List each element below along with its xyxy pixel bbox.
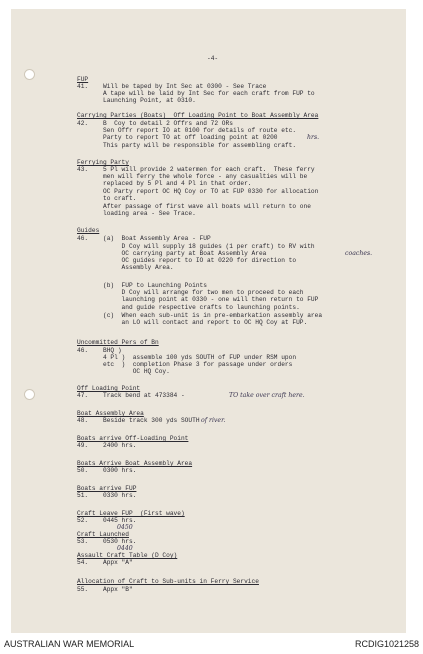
text-line: 53. 0530 hrs.	[77, 538, 137, 545]
text-line: launching point at 0330 - one will then return to FUP	[77, 296, 319, 303]
page-number: -4-	[207, 55, 219, 62]
section-heading: Boats arrive FUP	[77, 485, 137, 492]
text-line: After passage of first wave all boats will return to one	[77, 203, 311, 210]
section-heading: Off Loading Point	[77, 385, 141, 392]
section-heading: Boats arrive Off-Loading Point	[77, 435, 189, 442]
section-heading: Carrying Parties (Boats) Off Loading Point to Boat Assembly Area	[77, 112, 319, 119]
document-page	[11, 9, 406, 633]
text-line: 47. Track bend at 473384 -	[77, 392, 185, 399]
text-line: (b) FUP to Launching Points	[77, 282, 207, 289]
text-line: 55. Appx "B"	[77, 586, 133, 593]
text-line: 4 Pl ) assemble 100 yds SOUTH of FUP under RSM upon	[77, 354, 297, 361]
handwritten-note: 0450	[117, 524, 133, 531]
text-line: loading area - See Trace.	[77, 210, 196, 217]
section-heading: Assault Craft Table (D Coy)	[77, 552, 178, 559]
text-line: men will ferry the whole force - any casualties will be	[77, 173, 308, 180]
section-heading: Allocation of Craft to Sub-units in Ferry Service	[77, 578, 259, 585]
handwritten-note: coaches.	[345, 250, 373, 257]
text-line: OC HQ Coy.	[77, 368, 170, 375]
text-line: 41. Will be taped by Int Sec at 0300 - See Trace	[77, 83, 267, 90]
text-line: 48. Beside track 300 yds SOUTH	[77, 417, 200, 424]
text-line: Assembly Area.	[77, 264, 174, 271]
text-line: 52. 0445 hrs.	[77, 517, 137, 524]
text-line: 46. BHQ )	[77, 347, 122, 354]
handwritten-note: hrs.	[307, 134, 320, 141]
text-line: OC carrying party at Boat Assembly Area	[77, 250, 267, 257]
handwritten-note: TO take over craft here.	[229, 392, 305, 399]
text-line: D Coy will supply 18 guides (1 per craft) to RV with	[77, 243, 315, 250]
section-heading: Uncommitted Pers of Bn	[77, 339, 159, 346]
text-line: Launching Point, at 0310.	[77, 97, 196, 104]
text-line: OC guides report to IO at 0220 for direction to	[77, 257, 297, 264]
section-heading: Craft Launched	[77, 531, 129, 538]
record-id: RCDIG1021258	[354, 639, 419, 649]
text-line: (c) When each sub-unit is in pre-embarkation assembly area	[77, 312, 323, 319]
text-line: OC Party report OC HQ Coy or TO at FUP 0330 for allocation	[77, 188, 319, 195]
text-line: 46. (a) Boat Assembly Area - FUP	[77, 235, 211, 242]
handwritten-note: of river.	[201, 417, 226, 424]
section-heading: Craft Leave FUP (First wave)	[77, 510, 185, 517]
archive-name: AUSTRALIAN WAR MEMORIAL	[4, 639, 135, 649]
text-line: 49. 2400 hrs.	[77, 442, 137, 449]
text-line: and guide respective crafts to launching points.	[77, 304, 300, 311]
text-line: A tape will be laid by Int Sec for each craft from FUP to	[77, 90, 315, 97]
text-line: 42. B Coy to detail 2 Offrs and 72 ORs	[77, 120, 233, 127]
text-line: This party will be responsible for assembling craft.	[77, 142, 297, 149]
text-line: replaced by 5 Pl and 4 Pl in that order.	[77, 180, 252, 187]
text-line: 51. 0330 hrs.	[77, 492, 137, 499]
text-line: 50. 0300 hrs.	[77, 467, 137, 474]
section-heading: FUP	[77, 76, 89, 83]
text-line: 43. 5 Pl will provide 2 watermen for each craft. These ferry	[77, 166, 315, 173]
text-line: etc ) completion Phase 3 for passage under orders	[77, 361, 293, 368]
text-line: an LO will contact and report to OC HQ Coy at FUP.	[77, 319, 308, 326]
archive-footer	[0, 636, 423, 654]
text-line: Party to report TO at off loading point at 0200	[77, 134, 278, 141]
text-line: Sen Offr report IO at 0100 for details of route etc.	[77, 127, 297, 134]
section-heading: Boat Assembly Area	[77, 410, 144, 417]
text-line: 54. Appx "A"	[77, 559, 133, 566]
section-heading: Guides	[77, 227, 100, 234]
text-line: to craft.	[77, 195, 137, 202]
section-heading: Ferrying Party	[77, 159, 129, 166]
handwritten-note: 0440	[117, 545, 133, 552]
text-line: D Coy will arrange for two men to proceed to each	[77, 289, 304, 296]
document-body	[11, 9, 406, 633]
section-heading: Boats Arrive Boat Assembly Area	[77, 460, 193, 467]
